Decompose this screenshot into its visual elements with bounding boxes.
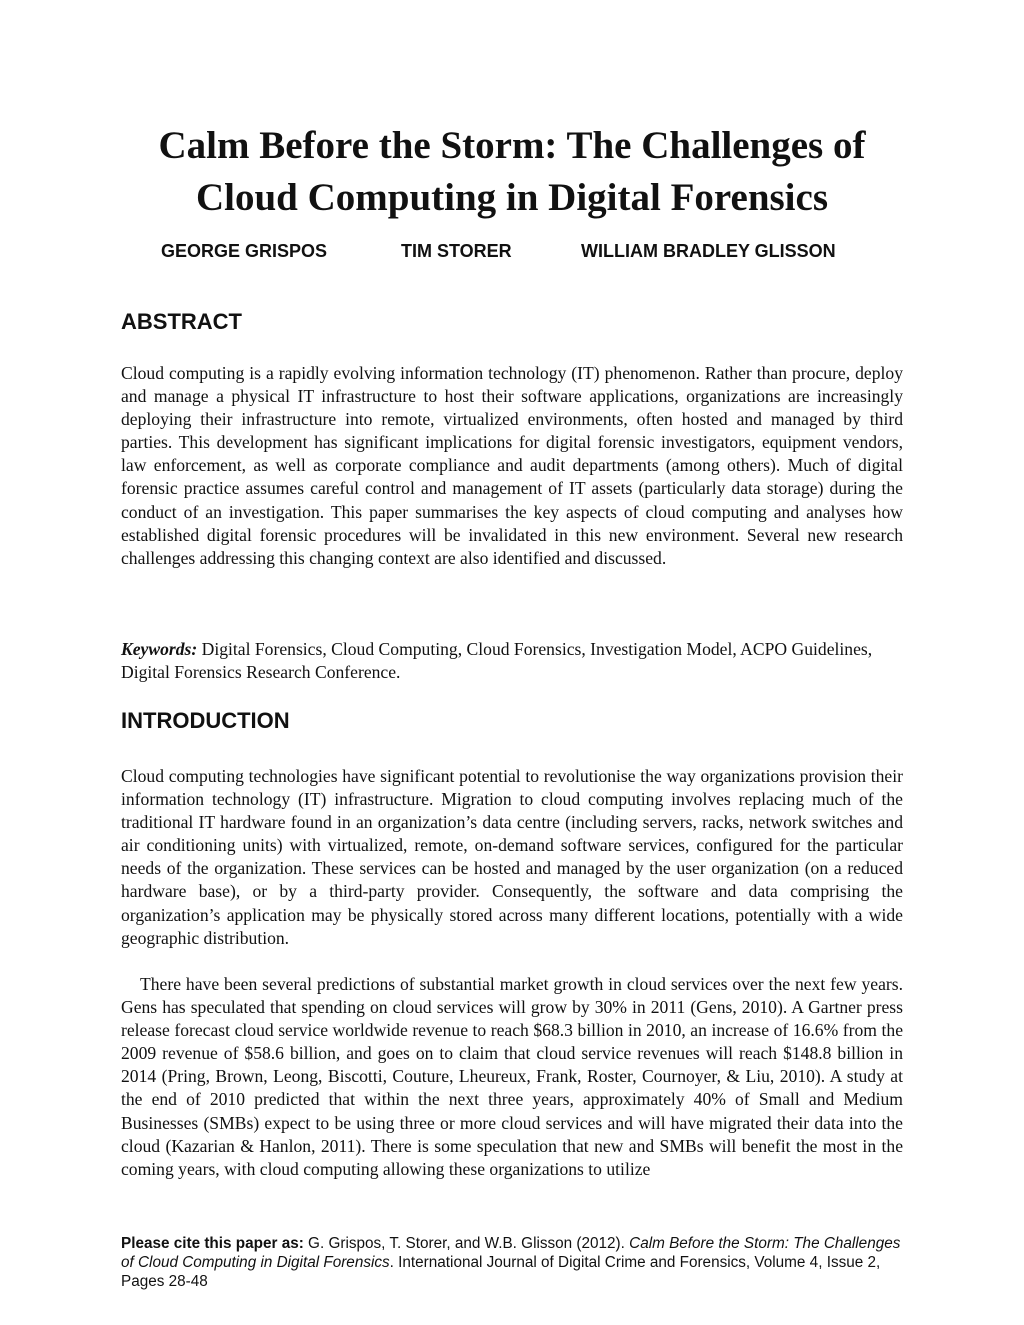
keywords-text: Digital Forensics, Cloud Computing, Cloud Forensics, Investigation Model, ACPO Guidelines, Digital Forensics Research Conference. xyxy=(121,639,873,683)
paper-title-line-1: Calm Before the Storm: The Challenges of xyxy=(158,124,866,167)
introduction-paragraph-2: There have been several predictions of substantial market growth in cloud services over the next few years. Gens has speculated that spending on cloud services will grow by 30% in 2011 (Gens, 2010). A Gartner press release forecast cloud service worldwide revenue to reach $68.3 billion in 2010, an increase of 16.6% from the 2009 revenue of $58.6 billion, and goes on to claim that cloud service revenues will reach $148.8 billion in 2014 (Pring, Brown, Leong, Biscotti, Couture, Lheureux, Frank, Roster, Cournoyer, & Liu, 2010). A study at the end of 2010 predicted that within the next three years, approximately 40% of Small and Medium Businesses (SMBs) expect to be using three or more cloud services and will have migrated their data into the cloud (Kazarian & Hanlon, 2011). There is some speculation that new and SMBs will benefit the most in the coming years, with cloud computing allowing these organizations to utilize xyxy=(121,974,903,1179)
citation-authors: G. Grispos, T. Storer, and W.B. Glisson (2012). xyxy=(303,1235,630,1252)
paper-title-line-2: Cloud Computing in Digital Forensics xyxy=(195,176,829,219)
abstract-heading: ABSTRACT xyxy=(121,309,242,334)
author-name: GEORGE GRISPOS xyxy=(161,241,328,261)
abstract-text: Cloud computing is a rapidly evolving information technology (IT) phenomenon. Rather than procure, deploy and manage a physical IT infrastructure to host their software applications, organizations are increasingly deploying their infrastructure into remote, virtualized environments, often hosted and managed by third parties. This development has significant implications for digital forensic investigators, equipment vendors, law enforcement, as well as corporate compliance and audit departments (among others). Much of digital forensic practice assumes careful control and management of IT assets (particularly data storage) during the conduct of an investigation. This paper summarises the key aspects of cloud computing and analyses how established digital forensic procedures will be invalidated in this new environment. Several new research challenges addressing this changing context are also identified and discussed. xyxy=(121,363,903,568)
introduction-heading: INTRODUCTION xyxy=(121,708,290,733)
citation-venue: . International Journal of Digital Crime and Forensics, Volume 4, Issue 2, Pages 28-48 xyxy=(121,1254,881,1290)
keywords-label: Keywords: xyxy=(121,639,198,659)
author-name: WILLIAM BRADLEY GLISSON xyxy=(581,241,836,261)
keywords xyxy=(121,638,903,684)
citation-label: Please cite this paper as: xyxy=(121,1235,304,1252)
citation-footer xyxy=(121,1234,911,1291)
paper-title xyxy=(0,120,1024,224)
introduction-paragraph-1: Cloud computing technologies have significant potential to revolutionise the way organizations provision their information technology (IT) infrastructure. Migration to cloud computing involves replacing much of the traditional IT hardware found in an organization’s data centre (including servers, racks, network switches and air conditioning units) with virtualized, remote, on-demand software services, configured for the particular needs of the organization. These services can be hosted and managed by the user organization (on a reduced hardware base), or by a third-party provider. Consequently, the software and data comprising the organization’s application may be physically stored across many different locations, potentially with a wide geographic distribution. xyxy=(121,766,903,948)
author-name: TIM STORER xyxy=(401,241,512,261)
citation-title: Calm Before the Storm: The Challenges of Cloud Computing in Digital Forensics xyxy=(121,1235,901,1271)
